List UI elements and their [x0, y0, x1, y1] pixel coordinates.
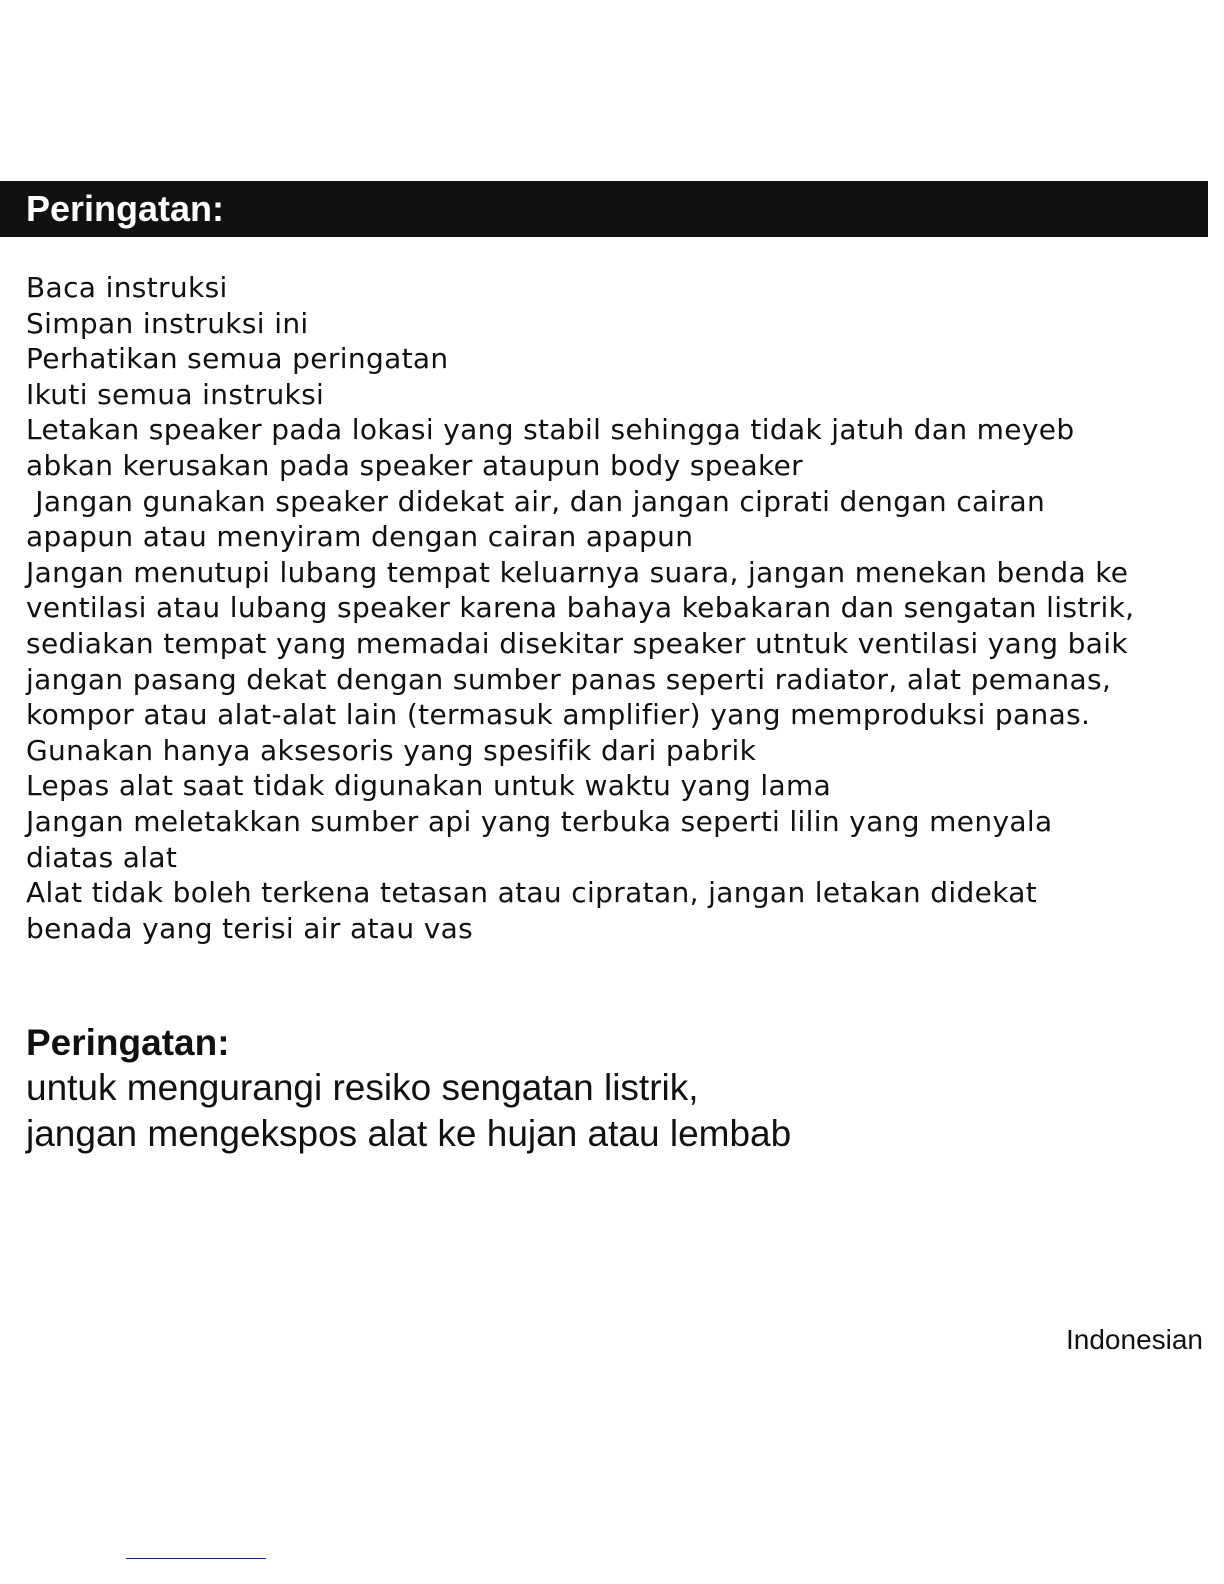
instruction-line: Jangan gunakan speaker didekat air, dan jangan ciprati dengan cairan: [26, 484, 1046, 518]
instruction-line: sediakan tempat yang memadai disekitar speaker utntuk ventilasi yang baik: [26, 626, 1128, 660]
electric-shock-warning: [26, 1021, 791, 1157]
instruction-line: jangan pasang dekat dengan sumber panas seperti radiator, alat pemanas,: [26, 662, 1112, 696]
instruction-line: diatas alat: [26, 840, 178, 874]
instruction-line: kompor atau alat-alat lain (termasuk amplifier) yang memproduksi panas.: [26, 698, 1091, 732]
instruction-line: Perhatikan semua peringatan: [26, 342, 449, 376]
instruction-list: [26, 270, 1216, 946]
instruction-line: Jangan meletakkan sumber api yang terbuka seperti lilin yang menyala: [26, 804, 1053, 838]
instruction-line: Jangan menutupi lubang tempat keluarnya suara, jangan menekan benda ke: [26, 555, 1129, 589]
instruction-line: Simpan instruksi ini: [26, 306, 309, 340]
instruction-line: apapun atau menyiram dengan cairan apapun: [26, 520, 694, 554]
instruction-line: Alat tidak boleh terkena tetasan atau cipratan, jangan letakan didekat: [26, 876, 1038, 910]
instruction-line: Baca instruksi: [26, 271, 228, 304]
instruction-line: abkan kerusakan pada speaker ataupun body speaker: [26, 448, 804, 482]
warning-text-line: untuk mengurangi resiko sengatan listrik,: [26, 1067, 699, 1108]
warning-header-title: Peringatan:: [26, 188, 225, 229]
instruction-line: Lepas alat saat tidak digunakan untuk waktu yang lama: [26, 769, 832, 803]
instruction-line: benada yang terisi air atau vas: [26, 911, 474, 945]
instruction-line: ventilasi atau lubang speaker karena bahaya kebakaran dan sengatan listrik,: [26, 591, 1135, 625]
warning-text-line: jangan mengekspos alat ke hujan atau lembab: [26, 1113, 792, 1154]
instruction-line: Gunakan hanya aksesoris yang spesifik dari pabrik: [26, 733, 757, 767]
language-label: Indonesian: [1066, 1324, 1204, 1355]
warning-title: Peringatan:: [26, 1022, 230, 1063]
footer-divider: [126, 1558, 266, 1559]
instruction-line: Ikuti semua instruksi: [26, 377, 325, 411]
warning-header-bar: [0, 181, 1208, 237]
instruction-line: Letakan speaker pada lokasi yang stabil sehingga tidak jatuh dan meyeb: [26, 413, 1075, 447]
